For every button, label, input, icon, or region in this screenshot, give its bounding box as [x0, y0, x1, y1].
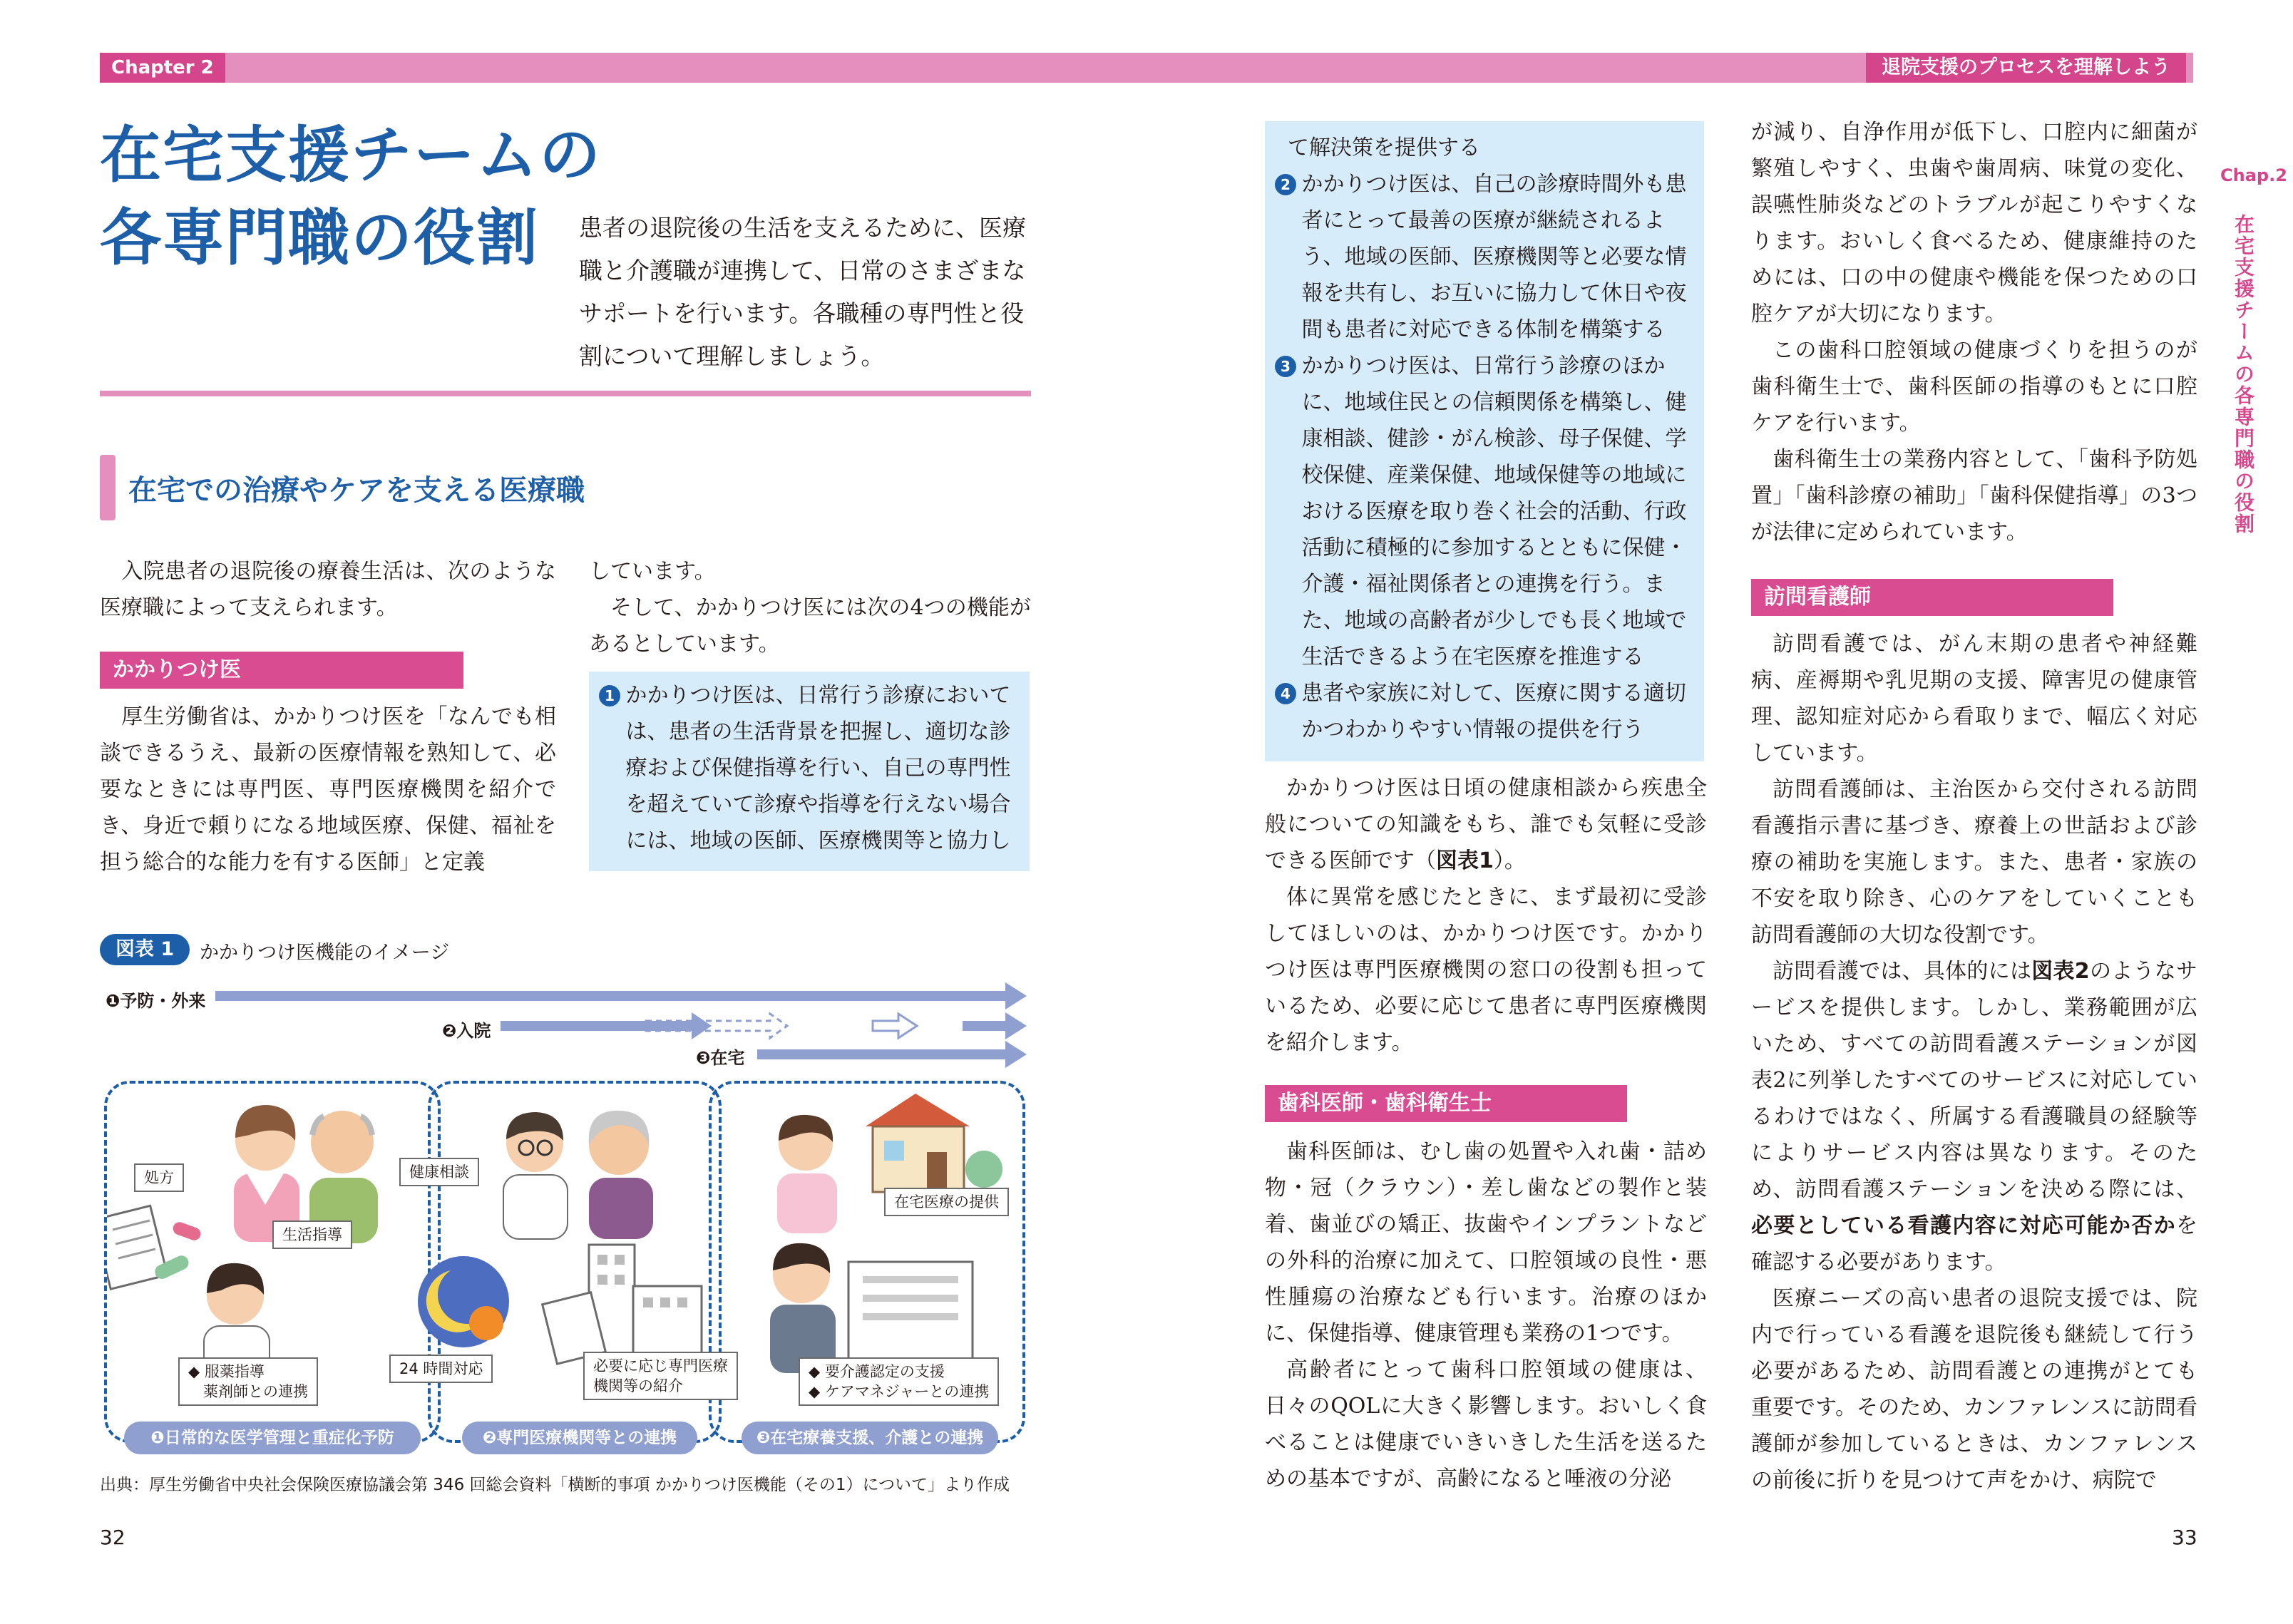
nurse-illustration [777, 1115, 837, 1233]
label-dental: 歯科医師・歯科衛生士 [1265, 1085, 1627, 1122]
col4-para-2: この歯科口腔領域の健康づくりを担うのが歯科衛生士で、歯科医師の指導のもとに口腔ケアを行います。 [1751, 338, 2197, 436]
col4-para-1: が減り、自浄作用が低下し、口腔内に細菌が繁殖しやすく、虫歯や歯周病、味覚の変化、誤嚥性肺炎などのトラブルが起こりやすくなります。おいしく食べるため、健康維持のためには、口の中の健康や機能を保つための口腔ケアが大切になります。 [1751, 120, 2197, 327]
figure-label: 図表 1 [100, 934, 190, 965]
prescription-illustration [107, 1206, 202, 1289]
page-number-right: 33 [2172, 1526, 2197, 1549]
col1-intro: 入院患者の退院後の療養生活は、次のような医療職によって支えられます。 [100, 559, 556, 620]
house-illustration [866, 1094, 1002, 1192]
col3-text-bottom [1265, 1134, 1707, 1497]
col2-text: しています。 そして、かかりつけ医には次の4つの機能があるとしています。 [589, 559, 1031, 657]
side-chapter-label: Chap.2 [2220, 165, 2287, 185]
consultation-illustration [503, 1111, 653, 1239]
tag-prescription: 処方 [134, 1163, 184, 1192]
night-moon-illustration [418, 1256, 509, 1347]
number-1-icon: 1 [599, 685, 620, 706]
pill-specialist-link: ❷専門医療機関等との連携 [462, 1422, 697, 1454]
col4-para-6: 訪問看護では、具体的には図表2のようなサービスを提供します。しかし、業務範囲が広いため、すべての訪問看護ステーションが図表2に列挙したすべてのサービスに対応しているわけではなく、所属する看護職員の経験等によりサービス内容は異なります。そのため、訪問看護ステーションを決める際には、必要としている看護内容に対応可能か否かを確認する必要があります。 [1751, 959, 2198, 1275]
label-visiting-nurse: 訪問看護師 [1751, 579, 2113, 616]
col4-text-top [1751, 114, 2197, 550]
chapter-tag: Chapter 2 [100, 53, 225, 83]
col3-para-1: かかりつけ医は日頃の健康相談から疾患全般についての知識をもち、誰でも気軽に受診できる医師です（図表1）。 [1265, 776, 1707, 873]
functions-box-right [1265, 121, 1704, 761]
page-title-line1: 在宅支援チームの [100, 120, 602, 191]
page-title [100, 114, 602, 279]
tag-medication-guidance: ◆ 服薬指導 薬剤師との連携 [178, 1357, 318, 1406]
section-heading-bar [100, 455, 116, 520]
care-manager-illustration [770, 1243, 973, 1373]
col4-para-7: 医療ニーズの高い患者の退院支援では、院内で行っている看護を退院後も継続して行う必要があるため、訪問看護との連携がとても重要です。そのため、カンファレンスに訪問看護師が参加しているときは、カンファレンスの前後に折りを見つけて声をかけ、病院で [1751, 1286, 2197, 1493]
pill-home-support: ❸在宅療養支援、介護との連携 [742, 1422, 998, 1454]
section-heading-text: 在宅での治療やケアを支える医療職 [128, 474, 585, 507]
tag-referral: 必要に応じ専門医療 機関等の紹介 [583, 1352, 738, 1400]
function-item-3: 3 かかりつけ医は、日常行う診療のほかに、地域住民との信頼関係を構築し、健康相談、健診・がん検診、母子保健、学校保健、産業保健、地域保健等の地域における医療を取り巻く社会的活動、行政活動に積極的に参加するとともに保健・介護・福祉関係者との連携を行う。また、地域の高齢者が少しでも長く地域で生活できるよう在宅医療を推進する [1275, 348, 1697, 675]
arrow-inpatient [501, 1012, 1027, 1039]
function-item-1-cont: て解決策を提供する [1288, 135, 1480, 160]
tag-lifestyle-guidance: 生活指導 [272, 1220, 352, 1249]
number-2-icon: 2 [1275, 174, 1296, 195]
arrow-label-inpatient: ❷入院 [442, 1021, 491, 1041]
functions-box-left [589, 672, 1030, 871]
pill-daily-management: ❶日常的な医学管理と重症化予防 [124, 1422, 421, 1454]
page-title-line2: 各専門職の役割 [100, 202, 539, 274]
col3-para-2: 体に異常を感じたときに、まず最初に受診してほしいのは、かかりつけ医です。かかりつけ医は専門医療機関の窓口の役割も担っているため、必要に応じて患者に専門医療機関を紹介します。 [1265, 885, 1707, 1055]
figure-title: かかりつけ医機能のイメージ [200, 942, 450, 964]
col3-para-4: 高齢者にとって歯科口腔領域の健康は、日々のQOLに大きく影響します。おいしく食べることは健康でいきいきした生活を送るための基本ですが、高齢になると唾液の分泌 [1265, 1357, 1707, 1491]
col4-text-bottom [1751, 626, 2197, 1499]
label-kakaritsuke: かかりつけ医 [100, 652, 463, 689]
figure1-ref: 図表1 [1436, 848, 1494, 873]
tag-care-support: ◆ 要介護認定の支援 ◆ ケアマネジャーとの連携 [799, 1357, 999, 1406]
flow-arrows [100, 977, 1041, 1069]
function-item-2: 2 かかりつけ医は、自己の診療時間外も患者にとって最善の医療が継続されるよう、地域の医師、医療機関等と必要な情報を共有し、お互いに協力して休日や夜間も患者に対応できる体制を構築する [1275, 166, 1697, 348]
lead-text: 患者の退院後の生活を支えるために、医療職と介護職が連携して、日常のさまざまなサポートを行います。各職種の専門性と役割について理解しましょう。 [579, 214, 1026, 370]
header-bar-left [100, 53, 1098, 83]
col3-para-3: 歯科医師は、むし歯の処置や入れ歯・詰め物・冠（クラウン）・差し歯などの製作と装着、歯並びの矯正、抜歯やインプラントなどの外科的治療に加えて、口腔領域の良性・悪性腫瘍の治療なども行います。治療のほかに、保健指導、健康管理も業務の1つです。 [1265, 1139, 1707, 1346]
col1-definition: 厚生労働省は、かかりつけ医を「なんでも相談できるうえ、最新の医療情報を熟知して、必要なときには専門医、専門医療機関を紹介でき、身近で頼りになる地域医療、保健、福祉を担う総合的な能力を有する医師」と定義 [100, 704, 556, 875]
arrow-label-outpatient: ❶予防・外来 [106, 991, 206, 1011]
page-number-left: 32 [100, 1526, 125, 1549]
figure2-ref: 図表2 [2031, 959, 2090, 984]
arrow-label-homecare: ❸在宅 [696, 1048, 745, 1068]
tag-health-consult: 健康相談 [399, 1158, 479, 1186]
number-4-icon: 4 [1275, 683, 1296, 704]
hospital-illustration [543, 1245, 702, 1364]
arrow-outpatient [215, 982, 1027, 1009]
arrow-homecare [757, 1041, 1027, 1068]
col4-para-4: 訪問看護では、がん末期の患者や神経難病、産褥期や乳児期の支援、障害児の健康管理、認知症対応から看取りまで、幅広く対応しています。 [1751, 632, 2197, 766]
figure-source: 出典：厚生労働省中央社会保険医療協議会第 346 回総会資料「横断的事項 かかりつけ医機能（その1）について」より作成 [100, 1476, 1010, 1494]
tag-home-care: 在宅医療の提供 [884, 1188, 1009, 1216]
tag-24h-support: 24 時間対応 [389, 1355, 493, 1383]
number-3-icon: 3 [1275, 356, 1296, 377]
function-item-4: 4 患者や家族に対して、医療に関する適切かつわかりやすい情報の提供を行う [1275, 675, 1697, 748]
function-item-1: 1 かかりつけ医は、日常行う診療においては、患者の生活背景を把握し、適切な診療および保健指導を行い、自己の専門性を超えていて診療や指導を行えない場合には、地域の医師、医療機関等と協力し [599, 677, 1022, 859]
emphasis-text: 必要としている看護内容に対応可能か否か [1751, 1213, 2176, 1238]
col4-para-5: 訪問看護師は、主治医から交付される訪問看護指示書に基づき、療養上の世話および診療の補助を実施します。また、患者・家族の不安を取り除き、心のケアをしていくことも訪問看護師の大切な役割です。 [1751, 777, 2197, 947]
side-chapter-title: 在宅支援チームの各専門職の役割 [2232, 214, 2255, 535]
col4-para-3: 歯科衛生士の業務内容として、「歯科予防処置」「歯科診療の補助」「歯科保健指導」の3つが法律に定められています。 [1751, 447, 2197, 545]
col3-text-top [1265, 770, 1707, 1061]
running-title: 退院支援のプロセスを理解しよう [1866, 53, 2186, 83]
title-divider [100, 391, 1031, 396]
